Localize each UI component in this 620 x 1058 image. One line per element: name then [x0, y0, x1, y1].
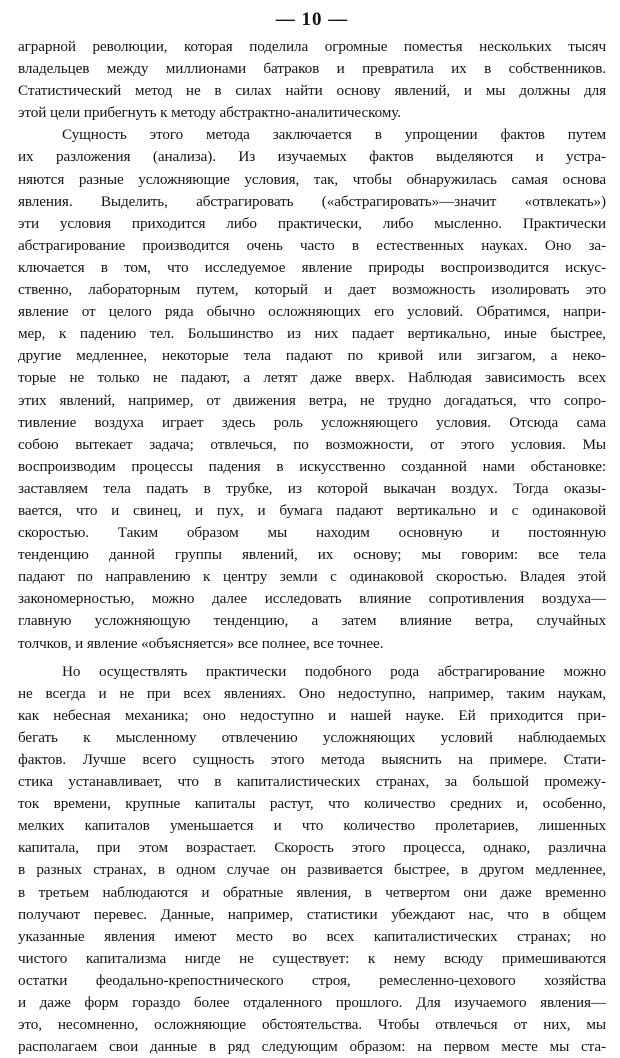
text-line: заставляем тела падать в трубке, из которой выкачан воздух. Тогда оказы-	[18, 479, 606, 497]
text-line: тенденцию данной группы явлений, их основу; мы говорим: все тела	[18, 546, 606, 564]
text-line: ключается в том, что исследуемое явление природы воспроизводится искус-	[18, 258, 606, 276]
text-line: закономерностью, можно далее исследовать влияние сопротивления воздуха—	[18, 590, 606, 608]
paragraph-1	[18, 36, 606, 124]
text-line: явления. Выделить, абстрагировать («абстрагировать»—значит «отвлекать»)	[18, 192, 606, 210]
text-line: вается, что и свинец, и пух, и бумага падают вертикально и с одинаковой	[18, 501, 606, 519]
text-line: абстрагирование производится очень часто в естественных науках. Оно за-	[18, 236, 606, 254]
text-line: и даже форм гораздо более отдаленного прошлого. Для изучаемого явления—	[18, 994, 606, 1012]
text-line: в разных странах, в одном случае он развивается быстрее, в другом медленнее,	[18, 861, 606, 879]
text-line: как небесная механика; оно недоступно и нашей науке. Ей приходится при-	[18, 706, 606, 724]
text-line: их разложения (анализа). Из изучаемых фактов выделяются и устра-	[18, 148, 606, 166]
text-line: мелких капиталов уменьшается и что количество пролетариев, лишенных	[18, 817, 606, 835]
text-line: собою вытекает задача; отвлечься, по возможности, от этого условия. Мы	[18, 435, 606, 453]
text-line: располагаем свои данные в ряд следующим образом: на первом месте мы ста-	[18, 1038, 606, 1056]
text-line: воспроизводим процессы падения в искусственно созданной нами обстановке:	[18, 457, 606, 475]
text-line: этой цели прибегнуть к методу абстрактно-аналитическому.	[18, 104, 401, 122]
text-line: скоростью. Таким образом мы находим основную и постоянную	[18, 524, 606, 542]
text-line: ственно, лабораторным путем, который и дает возможность изолировать это	[18, 281, 606, 299]
text-line: явление от целого ряда обычно осложняющих его условий. Обратимся, напри-	[18, 303, 606, 321]
text-line: в третьем наблюдаются и обратные явления, в четвертом они даже временно	[18, 883, 606, 901]
paragraph-3	[18, 661, 606, 1058]
text-line: Но осуществлять практически подобного рода абстрагирование можно	[62, 662, 606, 680]
text-line: торые не только не падают, а летят даже вверх. Наблюдая зависимость всех	[18, 369, 606, 387]
text-line: фактов. Лучше всего сущность этого метода выяснить на примере. Стати-	[18, 751, 606, 768]
text-line: чистого капитализма нигде не существует: к нему всюду примешиваются	[18, 949, 606, 967]
text-line: толчков, и явление «объясняется» все полнее, все точнее.	[18, 634, 384, 652]
text-line: Статистический метод не в силах найти основу явлений, и мы должны для	[18, 82, 606, 100]
paragraph-2	[18, 124, 606, 654]
text-line: няются разные усложняющие условия, так, чтобы обнаружилась самая основа	[18, 170, 606, 188]
text-line: ток времени, крупные капиталы растут, что количество средних и, особенно,	[18, 795, 606, 813]
text-line: владельцев между миллионами батраков и превратила их в собственников.	[18, 60, 606, 78]
text-line: этих явлений, например, от движения ветра, не трудно догадаться, что сопро-	[18, 391, 606, 409]
text-line: эти условия приходится либо практически, либо мысленно. Практически	[18, 214, 606, 232]
text-line: бегать к мысленному отвлечению усложняющих условий наблюдаемых	[18, 728, 606, 746]
text-line: это, несомненно, осложняющие обстоятельства. Чтобы отвлечься от них, мы	[18, 1016, 606, 1034]
text-line: тивление воздуха играет здесь роль усложняющего условия. Отсюда сама	[18, 413, 606, 431]
text-line: Сущность этого метода заключается в упрощении фактов путем	[62, 126, 606, 144]
text-line: не всегда и не при всех явлениях. Оно недоступно, например, таким наукам,	[18, 684, 606, 702]
text-line: стика устанавливает, что в капиталистических странах, за большой промежу-	[18, 773, 606, 791]
text-line: получают перевес. Данные, например, статистики убеждают нас, что в общем	[18, 905, 606, 923]
text-line: аграрной революции, которая поделила огромные поместья нескольких тысяч	[18, 38, 606, 55]
text-line: мер, к падению тел. Большинство из них падает вертикально, иные быстрее,	[18, 325, 606, 343]
page-number: — 10 —	[275, 9, 349, 30]
text-line: другие медленнее, некоторые тела падают по кривой или зигзагом, а неко-	[18, 347, 606, 365]
text-line: главную усложняющую тенденцию, а затем влияние ветра, случайных	[18, 612, 606, 630]
text-line: остатки феодально-крепостнического строя, ремесленно-цехового хозяйства	[18, 971, 606, 989]
text-line: капитала, при этом возрастает. Скорость этого процесса, однако, различна	[18, 839, 606, 857]
text-line: указанные явления имеют место во всех капиталистических странах; но	[18, 927, 606, 945]
text-line: падают по направлению к центру земли с одинаковой скоростью. Владея этой	[18, 568, 606, 586]
